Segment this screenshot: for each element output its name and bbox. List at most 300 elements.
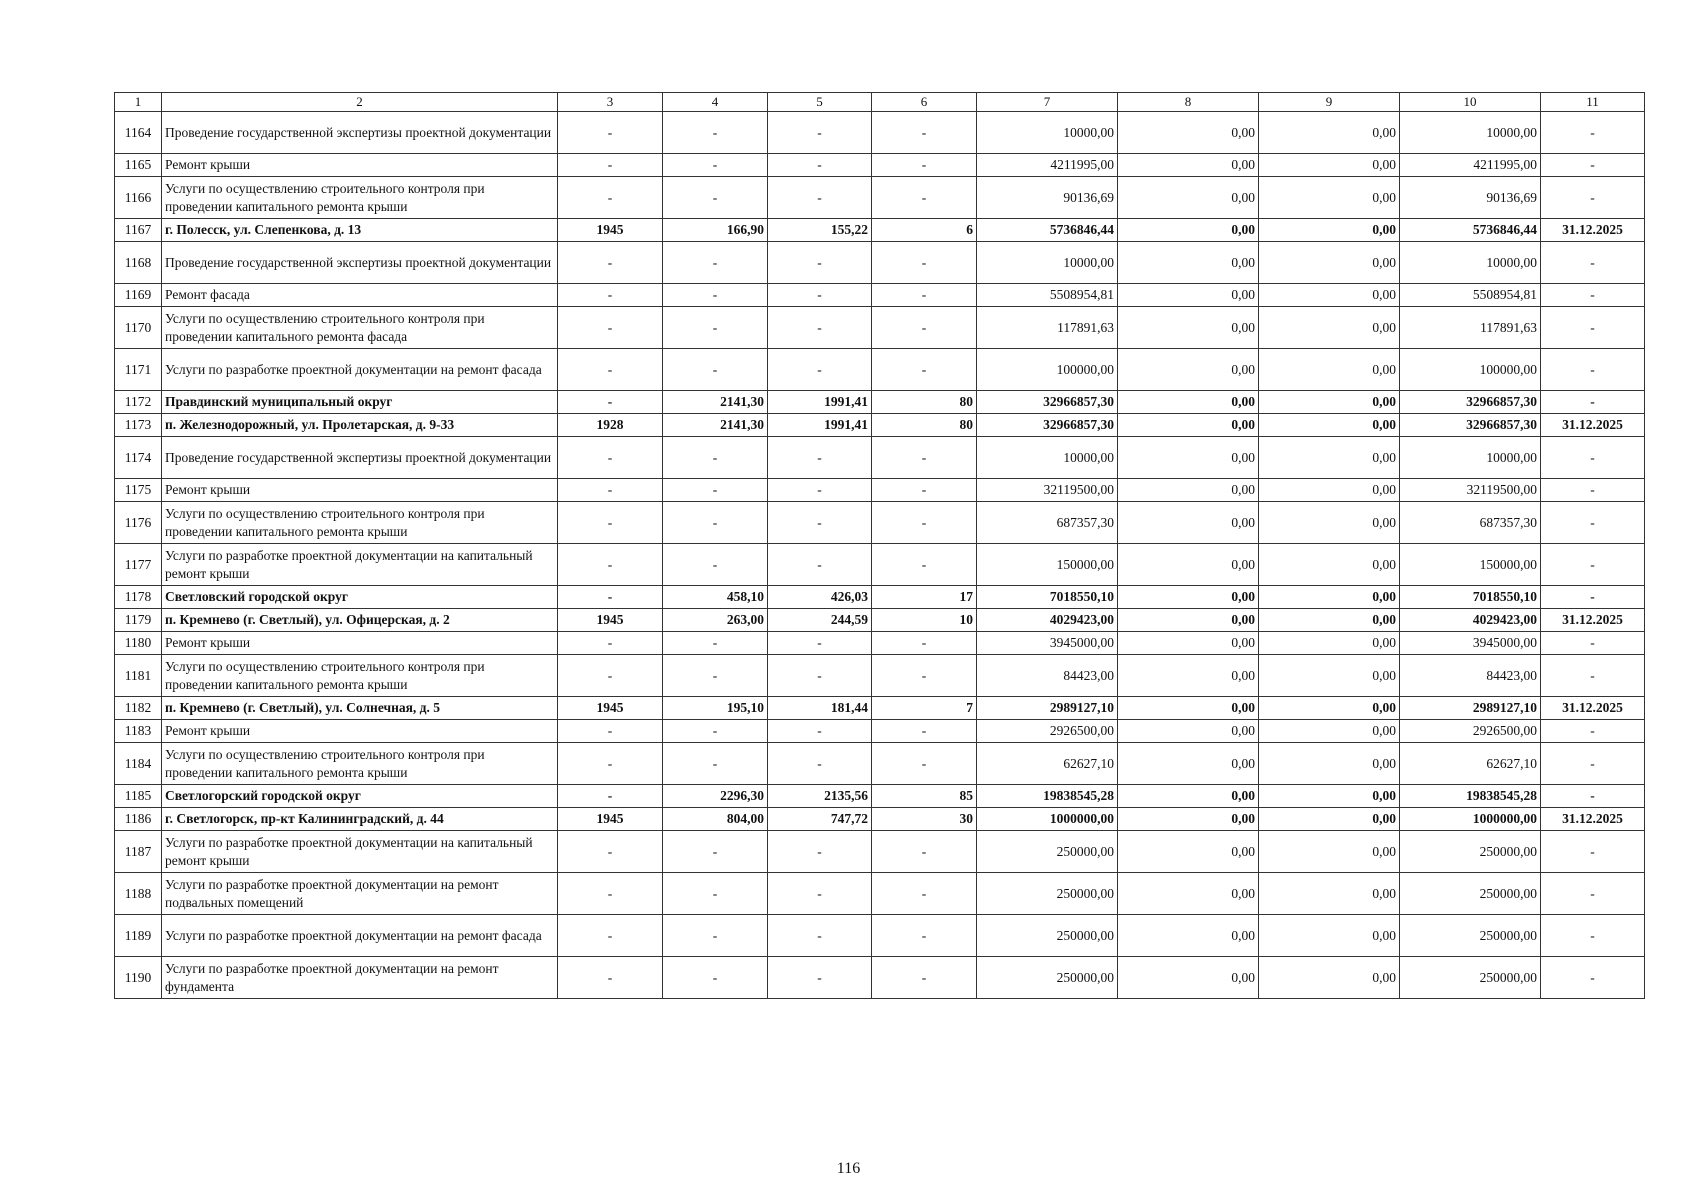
col5-value-cell: -	[768, 544, 872, 586]
col9-value-cell: 0,00	[1259, 697, 1400, 720]
row-number-cell: 1180	[115, 632, 162, 655]
deadline-cell: -	[1541, 720, 1645, 743]
col4-value-cell: -	[663, 307, 768, 349]
item-name-cell: Услуги по разработке проектной документации на ремонт фасада	[162, 915, 558, 957]
col10-value-cell: 5508954,81	[1400, 284, 1541, 307]
table-row	[115, 808, 1645, 831]
item-name-cell: г. Полесск, ул. Слепенкова, д. 13	[162, 219, 558, 242]
item-name-cell: Ремонт крыши	[162, 632, 558, 655]
col10-value-cell: 687357,30	[1400, 502, 1541, 544]
row-number-cell: 1175	[115, 479, 162, 502]
col10-value-cell: 2926500,00	[1400, 720, 1541, 743]
col5-value-cell: 155,22	[768, 219, 872, 242]
table-row	[115, 873, 1645, 915]
col9-value-cell: 0,00	[1259, 502, 1400, 544]
row-number-cell: 1170	[115, 307, 162, 349]
total-cost-cell: 32966857,30	[977, 391, 1118, 414]
year-cell: -	[558, 177, 663, 219]
total-cost-cell: 62627,10	[977, 743, 1118, 785]
col5-value-cell: -	[768, 831, 872, 873]
row-number-cell: 1173	[115, 414, 162, 437]
row-number-cell: 1174	[115, 437, 162, 479]
item-name-cell: Ремонт крыши	[162, 720, 558, 743]
table-row	[115, 112, 1645, 154]
col4-value-cell: 2141,30	[663, 391, 768, 414]
col6-value-cell: -	[872, 479, 977, 502]
col5-value-cell: -	[768, 242, 872, 284]
year-cell: 1945	[558, 697, 663, 720]
deadline-cell: 31.12.2025	[1541, 609, 1645, 632]
col6-value-cell: 80	[872, 391, 977, 414]
col10-value-cell: 32966857,30	[1400, 391, 1541, 414]
col6-value-cell: -	[872, 831, 977, 873]
year-cell: -	[558, 873, 663, 915]
item-name-cell: Светловский городской округ	[162, 586, 558, 609]
total-cost-cell: 150000,00	[977, 544, 1118, 586]
col5-value-cell: -	[768, 957, 872, 999]
col8-value-cell: 0,00	[1118, 915, 1259, 957]
item-name-cell: Услуги по разработке проектной документации на ремонт фундамента	[162, 957, 558, 999]
col5-value-cell: -	[768, 437, 872, 479]
col8-value-cell: 0,00	[1118, 219, 1259, 242]
col4-value-cell: -	[663, 284, 768, 307]
deadline-cell: -	[1541, 349, 1645, 391]
budget-table	[114, 92, 1645, 999]
item-name-cell: Ремонт фасада	[162, 284, 558, 307]
col9-value-cell: 0,00	[1259, 873, 1400, 915]
col8-value-cell: 0,00	[1118, 743, 1259, 785]
year-cell: -	[558, 655, 663, 697]
year-cell: -	[558, 242, 663, 284]
item-name-cell: г. Светлогорск, пр-кт Калининградский, д. 44	[162, 808, 558, 831]
total-cost-cell: 117891,63	[977, 307, 1118, 349]
total-cost-cell: 250000,00	[977, 873, 1118, 915]
column-header: 4	[663, 93, 768, 112]
col4-value-cell: -	[663, 112, 768, 154]
table-row	[115, 437, 1645, 479]
item-name-cell: Услуги по осуществлению строительного контроля при проведении капитального ремонта фасада	[162, 307, 558, 349]
col8-value-cell: 0,00	[1118, 349, 1259, 391]
row-number-cell: 1172	[115, 391, 162, 414]
deadline-cell: -	[1541, 915, 1645, 957]
table-row	[115, 391, 1645, 414]
col10-value-cell: 250000,00	[1400, 873, 1541, 915]
year-cell: -	[558, 479, 663, 502]
item-name-cell: Правдинский муниципальный округ	[162, 391, 558, 414]
column-header: 10	[1400, 93, 1541, 112]
total-cost-cell: 10000,00	[977, 112, 1118, 154]
total-cost-cell: 4211995,00	[977, 154, 1118, 177]
year-cell: -	[558, 720, 663, 743]
col10-value-cell: 84423,00	[1400, 655, 1541, 697]
column-header: 9	[1259, 93, 1400, 112]
col8-value-cell: 0,00	[1118, 479, 1259, 502]
year-cell: 1945	[558, 808, 663, 831]
col8-value-cell: 0,00	[1118, 544, 1259, 586]
item-name-cell: Услуги по разработке проектной документации на ремонт подвальных помещений	[162, 873, 558, 915]
col4-value-cell: -	[663, 349, 768, 391]
col6-value-cell: -	[872, 632, 977, 655]
col6-value-cell: -	[872, 743, 977, 785]
col8-value-cell: 0,00	[1118, 720, 1259, 743]
col9-value-cell: 0,00	[1259, 112, 1400, 154]
col9-value-cell: 0,00	[1259, 743, 1400, 785]
item-name-cell: Услуги по разработке проектной документации на капитальный ремонт крыши	[162, 831, 558, 873]
row-number-cell: 1184	[115, 743, 162, 785]
item-name-cell: Светлогорский городской округ	[162, 785, 558, 808]
total-cost-cell: 32119500,00	[977, 479, 1118, 502]
col8-value-cell: 0,00	[1118, 808, 1259, 831]
year-cell: -	[558, 743, 663, 785]
row-number-cell: 1177	[115, 544, 162, 586]
deadline-cell: -	[1541, 391, 1645, 414]
total-cost-cell: 250000,00	[977, 957, 1118, 999]
deadline-cell: -	[1541, 502, 1645, 544]
deadline-cell: -	[1541, 785, 1645, 808]
table-row	[115, 957, 1645, 999]
col8-value-cell: 0,00	[1118, 957, 1259, 999]
year-cell: -	[558, 154, 663, 177]
row-number-cell: 1190	[115, 957, 162, 999]
year-cell: -	[558, 915, 663, 957]
col10-value-cell: 10000,00	[1400, 437, 1541, 479]
col4-value-cell: -	[663, 502, 768, 544]
col9-value-cell: 0,00	[1259, 391, 1400, 414]
col6-value-cell: -	[872, 284, 977, 307]
col9-value-cell: 0,00	[1259, 177, 1400, 219]
row-number-cell: 1166	[115, 177, 162, 219]
col4-value-cell: -	[663, 831, 768, 873]
deadline-cell: -	[1541, 831, 1645, 873]
col9-value-cell: 0,00	[1259, 957, 1400, 999]
col9-value-cell: 0,00	[1259, 720, 1400, 743]
col9-value-cell: 0,00	[1259, 655, 1400, 697]
year-cell: 1945	[558, 219, 663, 242]
col8-value-cell: 0,00	[1118, 242, 1259, 284]
row-number-cell: 1188	[115, 873, 162, 915]
item-name-cell: Проведение государственной экспертизы проектной документации	[162, 112, 558, 154]
deadline-cell: -	[1541, 177, 1645, 219]
col8-value-cell: 0,00	[1118, 414, 1259, 437]
total-cost-cell: 7018550,10	[977, 586, 1118, 609]
col4-value-cell: 804,00	[663, 808, 768, 831]
col6-value-cell: -	[872, 502, 977, 544]
year-cell: 1928	[558, 414, 663, 437]
row-number-cell: 1187	[115, 831, 162, 873]
col5-value-cell: 426,03	[768, 586, 872, 609]
col9-value-cell: 0,00	[1259, 242, 1400, 284]
row-number-cell: 1169	[115, 284, 162, 307]
col9-value-cell: 0,00	[1259, 544, 1400, 586]
row-number-cell: 1185	[115, 785, 162, 808]
col9-value-cell: 0,00	[1259, 437, 1400, 479]
col4-value-cell: -	[663, 915, 768, 957]
table-row	[115, 349, 1645, 391]
item-name-cell: Услуги по осуществлению строительного контроля при проведении капитального ремонта крыши	[162, 655, 558, 697]
row-number-cell: 1167	[115, 219, 162, 242]
table-row	[115, 544, 1645, 586]
total-cost-cell: 2926500,00	[977, 720, 1118, 743]
col8-value-cell: 0,00	[1118, 632, 1259, 655]
col6-value-cell: -	[872, 154, 977, 177]
deadline-cell: -	[1541, 242, 1645, 284]
deadline-cell: -	[1541, 479, 1645, 502]
year-cell: -	[558, 284, 663, 307]
column-header: 6	[872, 93, 977, 112]
deadline-cell: -	[1541, 655, 1645, 697]
col6-value-cell: 7	[872, 697, 977, 720]
year-cell: -	[558, 502, 663, 544]
table-row	[115, 502, 1645, 544]
col4-value-cell: -	[663, 242, 768, 284]
page-number: 116	[836, 1160, 861, 1177]
total-cost-cell: 4029423,00	[977, 609, 1118, 632]
deadline-cell: -	[1541, 586, 1645, 609]
deadline-cell: -	[1541, 284, 1645, 307]
col5-value-cell: -	[768, 112, 872, 154]
col8-value-cell: 0,00	[1118, 609, 1259, 632]
year-cell: -	[558, 112, 663, 154]
col8-value-cell: 0,00	[1118, 437, 1259, 479]
col5-value-cell: -	[768, 479, 872, 502]
col5-value-cell: 181,44	[768, 697, 872, 720]
col4-value-cell: -	[663, 720, 768, 743]
row-number-cell: 1171	[115, 349, 162, 391]
row-number-cell: 1164	[115, 112, 162, 154]
deadline-cell: -	[1541, 154, 1645, 177]
col10-value-cell: 250000,00	[1400, 915, 1541, 957]
col6-value-cell: -	[872, 112, 977, 154]
col5-value-cell: -	[768, 655, 872, 697]
col8-value-cell: 0,00	[1118, 831, 1259, 873]
deadline-cell: -	[1541, 957, 1645, 999]
column-header: 5	[768, 93, 872, 112]
col4-value-cell: -	[663, 957, 768, 999]
col10-value-cell: 100000,00	[1400, 349, 1541, 391]
deadline-cell: -	[1541, 743, 1645, 785]
total-cost-cell: 10000,00	[977, 437, 1118, 479]
col9-value-cell: 0,00	[1259, 915, 1400, 957]
row-number-cell: 1189	[115, 915, 162, 957]
item-name-cell: Проведение государственной экспертизы проектной документации	[162, 437, 558, 479]
col8-value-cell: 0,00	[1118, 655, 1259, 697]
col10-value-cell: 250000,00	[1400, 831, 1541, 873]
deadline-cell: 31.12.2025	[1541, 808, 1645, 831]
col10-value-cell: 150000,00	[1400, 544, 1541, 586]
row-number-cell: 1165	[115, 154, 162, 177]
col6-value-cell: -	[872, 242, 977, 284]
col9-value-cell: 0,00	[1259, 586, 1400, 609]
col9-value-cell: 0,00	[1259, 609, 1400, 632]
year-cell: -	[558, 586, 663, 609]
item-name-cell: п. Кремнево (г. Светлый), ул. Солнечная, д. 5	[162, 697, 558, 720]
row-number-cell: 1178	[115, 586, 162, 609]
column-header: 8	[1118, 93, 1259, 112]
table-row	[115, 831, 1645, 873]
col9-value-cell: 0,00	[1259, 154, 1400, 177]
col6-value-cell: -	[872, 957, 977, 999]
col5-value-cell: -	[768, 349, 872, 391]
column-header: 11	[1541, 93, 1645, 112]
col6-value-cell: 17	[872, 586, 977, 609]
col10-value-cell: 5736846,44	[1400, 219, 1541, 242]
row-number-cell: 1176	[115, 502, 162, 544]
table-row	[115, 743, 1645, 785]
col4-value-cell: -	[663, 655, 768, 697]
col8-value-cell: 0,00	[1118, 873, 1259, 915]
col6-value-cell: -	[872, 177, 977, 219]
col6-value-cell: -	[872, 544, 977, 586]
col5-value-cell: 244,59	[768, 609, 872, 632]
col9-value-cell: 0,00	[1259, 307, 1400, 349]
total-cost-cell: 5736846,44	[977, 219, 1118, 242]
item-name-cell: п. Кремнево (г. Светлый), ул. Офицерская, д. 2	[162, 609, 558, 632]
table-row	[115, 307, 1645, 349]
col6-value-cell: -	[872, 307, 977, 349]
column-header: 1	[115, 93, 162, 112]
col5-value-cell: -	[768, 720, 872, 743]
col5-value-cell: -	[768, 743, 872, 785]
row-number-cell: 1182	[115, 697, 162, 720]
col8-value-cell: 0,00	[1118, 112, 1259, 154]
col10-value-cell: 19838545,28	[1400, 785, 1541, 808]
total-cost-cell: 84423,00	[977, 655, 1118, 697]
col8-value-cell: 0,00	[1118, 586, 1259, 609]
col5-value-cell: -	[768, 632, 872, 655]
deadline-cell: -	[1541, 873, 1645, 915]
col4-value-cell: 2141,30	[663, 414, 768, 437]
table-row	[115, 697, 1645, 720]
deadline-cell: -	[1541, 437, 1645, 479]
table-row	[115, 177, 1645, 219]
col4-value-cell: -	[663, 437, 768, 479]
table-row	[115, 219, 1645, 242]
col5-value-cell: -	[768, 307, 872, 349]
column-header: 2	[162, 93, 558, 112]
col6-value-cell: -	[872, 349, 977, 391]
col10-value-cell: 62627,10	[1400, 743, 1541, 785]
col6-value-cell: 30	[872, 808, 977, 831]
item-name-cell: Услуги по осуществлению строительного контроля при проведении капитального ремонта крыши	[162, 743, 558, 785]
item-name-cell: Услуги по осуществлению строительного контроля при проведении капитального ремонта крыши	[162, 502, 558, 544]
total-cost-cell: 32966857,30	[977, 414, 1118, 437]
table-row	[115, 720, 1645, 743]
col5-value-cell: -	[768, 915, 872, 957]
year-cell: -	[558, 307, 663, 349]
document-table-container	[114, 92, 1645, 999]
col10-value-cell: 117891,63	[1400, 307, 1541, 349]
column-number-row	[115, 93, 1645, 112]
col10-value-cell: 4211995,00	[1400, 154, 1541, 177]
col10-value-cell: 10000,00	[1400, 242, 1541, 284]
col8-value-cell: 0,00	[1118, 284, 1259, 307]
total-cost-cell: 19838545,28	[977, 785, 1118, 808]
col10-value-cell: 2989127,10	[1400, 697, 1541, 720]
col4-value-cell: -	[663, 154, 768, 177]
col8-value-cell: 0,00	[1118, 391, 1259, 414]
deadline-cell: 31.12.2025	[1541, 219, 1645, 242]
col8-value-cell: 0,00	[1118, 785, 1259, 808]
table-row	[115, 242, 1645, 284]
col6-value-cell: -	[872, 437, 977, 479]
col5-value-cell: 1991,41	[768, 391, 872, 414]
row-number-cell: 1186	[115, 808, 162, 831]
deadline-cell: -	[1541, 632, 1645, 655]
total-cost-cell: 100000,00	[977, 349, 1118, 391]
item-name-cell: Услуги по разработке проектной документации на капитальный ремонт крыши	[162, 544, 558, 586]
total-cost-cell: 10000,00	[977, 242, 1118, 284]
col4-value-cell: -	[663, 873, 768, 915]
col6-value-cell: -	[872, 655, 977, 697]
year-cell: 1945	[558, 609, 663, 632]
table-row	[115, 785, 1645, 808]
total-cost-cell: 5508954,81	[977, 284, 1118, 307]
col6-value-cell: -	[872, 873, 977, 915]
year-cell: -	[558, 831, 663, 873]
deadline-cell: -	[1541, 112, 1645, 154]
col5-value-cell: 747,72	[768, 808, 872, 831]
table-row	[115, 586, 1645, 609]
col9-value-cell: 0,00	[1259, 284, 1400, 307]
col5-value-cell: -	[768, 154, 872, 177]
col10-value-cell: 32966857,30	[1400, 414, 1541, 437]
col10-value-cell: 1000000,00	[1400, 808, 1541, 831]
item-name-cell: Проведение государственной экспертизы проектной документации	[162, 242, 558, 284]
table-row	[115, 414, 1645, 437]
table-row	[115, 609, 1645, 632]
col9-value-cell: 0,00	[1259, 808, 1400, 831]
item-name-cell: Услуги по разработке проектной документации на ремонт фасада	[162, 349, 558, 391]
col4-value-cell: 263,00	[663, 609, 768, 632]
col8-value-cell: 0,00	[1118, 177, 1259, 219]
col9-value-cell: 0,00	[1259, 831, 1400, 873]
col10-value-cell: 250000,00	[1400, 957, 1541, 999]
total-cost-cell: 2989127,10	[977, 697, 1118, 720]
table-row	[115, 154, 1645, 177]
col9-value-cell: 0,00	[1259, 785, 1400, 808]
col10-value-cell: 90136,69	[1400, 177, 1541, 219]
col6-value-cell: -	[872, 720, 977, 743]
year-cell: -	[558, 391, 663, 414]
col5-value-cell: -	[768, 502, 872, 544]
col5-value-cell: -	[768, 177, 872, 219]
table-row	[115, 284, 1645, 307]
col9-value-cell: 0,00	[1259, 414, 1400, 437]
col6-value-cell: 85	[872, 785, 977, 808]
deadline-cell: 31.12.2025	[1541, 697, 1645, 720]
total-cost-cell: 90136,69	[977, 177, 1118, 219]
item-name-cell: Услуги по осуществлению строительного контроля при проведении капитального ремонта крыши	[162, 177, 558, 219]
col10-value-cell: 3945000,00	[1400, 632, 1541, 655]
total-cost-cell: 1000000,00	[977, 808, 1118, 831]
row-number-cell: 1168	[115, 242, 162, 284]
year-cell: -	[558, 437, 663, 479]
table-row	[115, 479, 1645, 502]
deadline-cell: 31.12.2025	[1541, 414, 1645, 437]
col9-value-cell: 0,00	[1259, 479, 1400, 502]
column-header: 3	[558, 93, 663, 112]
total-cost-cell: 3945000,00	[977, 632, 1118, 655]
total-cost-cell: 250000,00	[977, 915, 1118, 957]
year-cell: -	[558, 785, 663, 808]
total-cost-cell: 250000,00	[977, 831, 1118, 873]
col4-value-cell: -	[663, 544, 768, 586]
row-number-cell: 1181	[115, 655, 162, 697]
col6-value-cell: -	[872, 915, 977, 957]
col10-value-cell: 32119500,00	[1400, 479, 1541, 502]
table-row	[115, 915, 1645, 957]
col9-value-cell: 0,00	[1259, 349, 1400, 391]
